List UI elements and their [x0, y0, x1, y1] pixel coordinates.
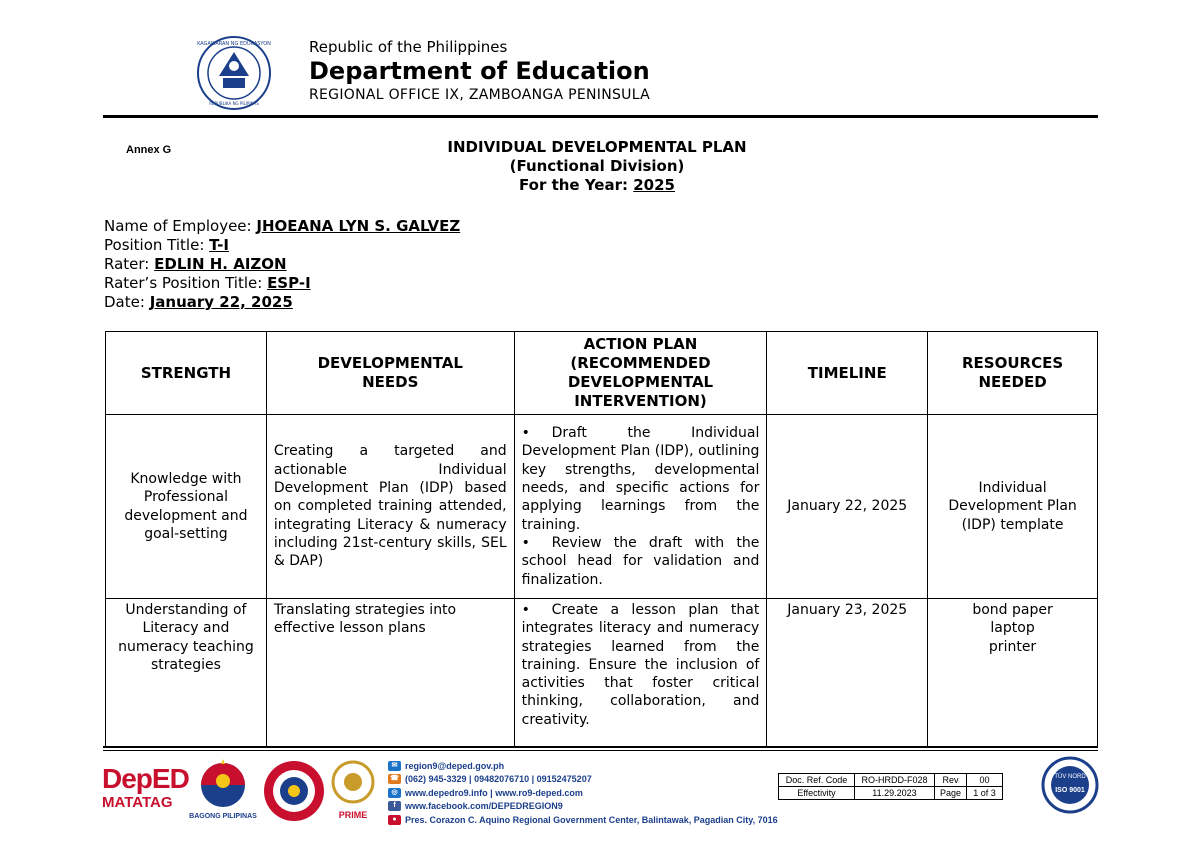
iso-label: ISO 9001 — [1055, 787, 1085, 794]
deped-seal-logo — [197, 36, 271, 110]
contact-website — [388, 786, 778, 800]
rater-name: EDLIN H. AIZON — [154, 255, 287, 273]
header-action-line-1: ACTION PLAN — [583, 335, 698, 353]
contact-phone — [388, 773, 778, 787]
facebook-icon: f — [388, 801, 401, 811]
doc-ref-label: Doc. Ref. Code — [779, 774, 855, 787]
title-year-line — [340, 176, 854, 195]
effectivity-label: Effectivity — [779, 787, 855, 800]
action-item — [522, 424, 760, 534]
contact-facebook — [388, 800, 778, 814]
contact-list — [388, 759, 778, 827]
docref-row — [779, 787, 1003, 800]
rater-position-line — [104, 274, 460, 293]
globe-icon: ◎ — [388, 788, 401, 798]
action-item — [522, 601, 760, 729]
header-needs-line-2: NEEDS — [362, 373, 419, 391]
rev-label: Rev — [935, 774, 967, 787]
republic-label: Republic of the Philippines — [309, 38, 508, 56]
contact-address — [388, 813, 778, 827]
resource-item: laptop — [990, 620, 1035, 637]
regional-seal-icon — [263, 760, 325, 822]
action-cell — [514, 599, 767, 747]
rater-position-label: Rater’s Position Title: — [104, 274, 268, 292]
employee-name: JHOEANA LYN S. GALVEZ — [256, 217, 461, 235]
footer-divider — [103, 746, 1098, 748]
contact-email — [388, 759, 778, 773]
matatag-label: MATATAG — [102, 794, 173, 811]
location-pin-icon: ● — [388, 815, 401, 825]
year-label: For the Year: — [519, 176, 634, 194]
title-line-2: (Functional Division) — [509, 157, 685, 175]
header-action-line-3: DEVELOPMENTAL — [567, 373, 714, 391]
prime-logo — [330, 760, 376, 820]
action-cell — [514, 415, 767, 599]
facebook-text: www.facebook.com/DEPEDREGION9 — [405, 801, 563, 812]
bagong-pilipinas-label: BAGONG PILIPINAS — [189, 813, 257, 820]
svg-text:REPUBLIKA NG PILIPINAS: REPUBLIKA NG PILIPINAS — [209, 101, 259, 106]
employee-name-line — [104, 217, 460, 236]
header-needs-line-1: DEVELOPMENTAL — [317, 354, 463, 372]
header-action-line-2: (RECOMMENDED — [570, 354, 711, 372]
header-action-line-4: INTERVENTION) — [574, 392, 707, 410]
deped-matatag-logo — [102, 764, 189, 812]
header-action-plan — [514, 332, 767, 415]
footer-divider-thin — [103, 750, 1098, 751]
position-line — [104, 236, 460, 255]
date-label: Date: — [104, 293, 150, 311]
department-name: Department of Education — [309, 57, 650, 85]
strength-cell: Understanding of Literacy and numeracy teaching strategies — [106, 599, 267, 747]
resources-cell — [928, 599, 1098, 747]
effectivity-value: 11.29.2023 — [855, 787, 935, 800]
bullet-icon: • — [521, 602, 530, 618]
header-divider — [103, 115, 1098, 118]
bagong-pilipinas-logo — [186, 757, 260, 820]
action-text: Draft the Individual Development Plan (IDP), outlining key strengths, developmental needs, and specific actions for applying learnings from the training. — [521, 425, 760, 533]
table-header-row — [106, 332, 1098, 415]
table-row — [106, 599, 1098, 747]
docref-row — [779, 774, 1003, 787]
date-value: January 22, 2025 — [149, 293, 293, 311]
header-resources — [928, 332, 1098, 415]
timeline-cell: January 22, 2025 — [767, 415, 928, 599]
rater-position-title: ESP-I — [267, 274, 311, 292]
page-label: Page — [935, 787, 967, 800]
timeline-cell: January 23, 2025 — [767, 599, 928, 747]
header-resources-line-2: NEEDED — [978, 373, 1047, 391]
strength-cell: Knowledge with Professional development and goal-setting — [106, 415, 267, 599]
phone-icon: ☎ — [388, 774, 401, 784]
rater-label: Rater: — [104, 255, 155, 273]
resource-item: bond paper — [972, 602, 1053, 618]
resources-cell: Individual Development Plan (IDP) template — [928, 415, 1098, 599]
table-row — [106, 415, 1098, 599]
action-item — [522, 534, 760, 589]
letterhead — [309, 38, 650, 104]
bullet-icon: • — [521, 425, 530, 442]
address-text: Pres. Corazon C. Aquino Regional Government Center, Balintawak, Pagadian City, 7016 — [405, 814, 778, 825]
title-line-1: INDIVIDUAL DEVELOPMENTAL PLAN — [447, 138, 747, 156]
email-icon: ✉ — [388, 761, 401, 771]
idp-table — [105, 331, 1098, 747]
resource-item: printer — [988, 638, 1037, 655]
prime-label: PRIME — [338, 810, 368, 820]
email-text: region9@deped.gov.ph — [405, 760, 505, 771]
needs-cell: Translating strategies into effective lesson plans — [266, 599, 514, 747]
employee-name-label: Name of Employee: — [104, 217, 257, 235]
header-strength: STRENGTH — [106, 332, 267, 415]
action-text: Create a lesson plan that integrates literacy and numeracy strategies learned from the training. Ensure the inclusion of activities that foster critical thinking, collaboration, and creativity. — [521, 602, 760, 728]
page-value: 1 of 3 — [967, 787, 1003, 800]
date-line — [104, 293, 460, 312]
iso-badge-icon — [1040, 756, 1100, 814]
header-timeline: TIMELINE — [767, 332, 928, 415]
prime-icon — [330, 760, 376, 806]
doc-ref-value: RO-HRDD-F028 — [855, 774, 935, 787]
action-text: Review the draft with the school head for validation and finalization. — [521, 534, 760, 588]
rev-value: 00 — [967, 774, 1003, 787]
iso-certification-logo — [1040, 756, 1100, 818]
svg-text:KAGAWARAN NG EDUKASYON: KAGAWARAN NG EDUKASYON — [197, 41, 271, 47]
annex-label: Annex G — [126, 144, 172, 156]
year-value: 2025 — [633, 176, 675, 194]
needs-cell: Creating a targeted and actionable Individual Development Plan (IDP) based on completed training attended, integrating Literacy & numeracy including 21st-century skills, SEL & DAP) — [266, 415, 514, 599]
header-developmental-needs — [266, 332, 514, 415]
bagong-pilipinas-icon — [186, 757, 260, 809]
document-reference-table — [778, 773, 1003, 800]
header-resources-line-1: RESOURCES — [961, 354, 1064, 372]
position-title: T-I — [209, 236, 229, 254]
regional-office: REGIONAL OFFICE IX, ZAMBOANGA PENINSULA — [309, 87, 651, 103]
deped-brand: DepED — [102, 763, 189, 794]
tuv-label: TÜV NORD — [1054, 774, 1086, 780]
website-text: www.depedro9.info | www.ro9-deped.com — [405, 787, 583, 798]
employee-info — [104, 217, 460, 312]
position-label: Position Title: — [104, 236, 210, 254]
bullet-icon: • — [521, 534, 530, 551]
phone-text: (062) 945-3329 | 09482076710 | 09152475207 — [405, 774, 592, 785]
document-title — [340, 138, 854, 195]
rater-line — [104, 255, 460, 274]
